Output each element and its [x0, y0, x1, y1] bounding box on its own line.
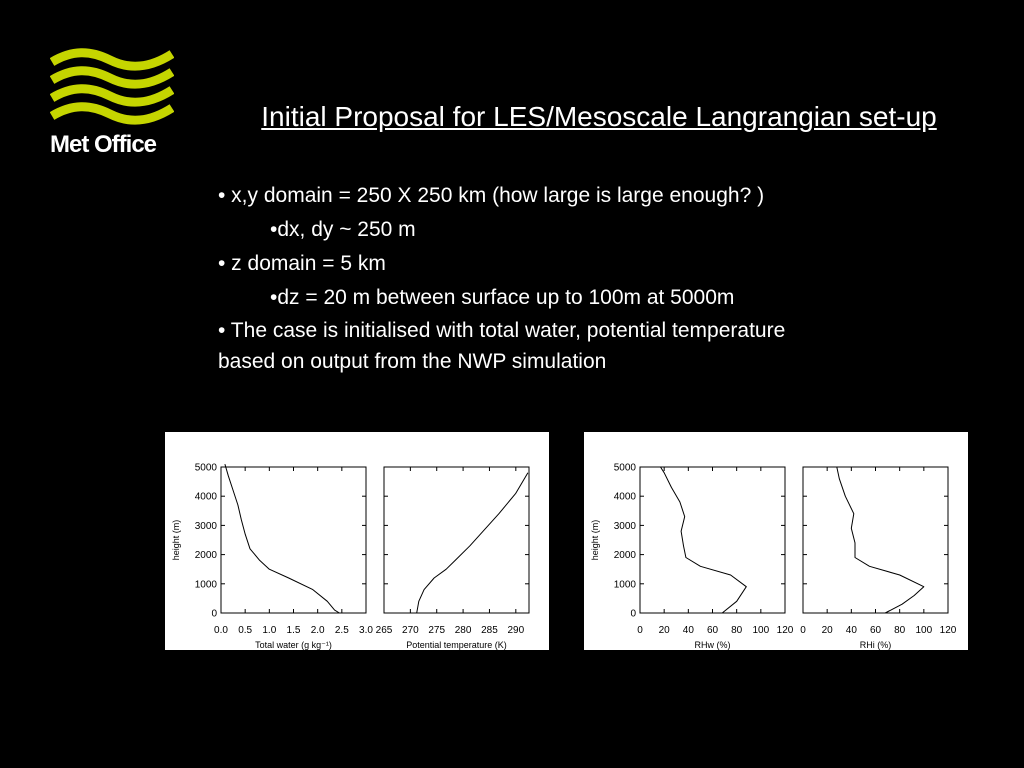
y-tick-label: 1000 [194, 579, 217, 591]
plot-frame [640, 467, 785, 613]
x-tick-label: 120 [776, 625, 794, 636]
x-tick-label: 1.0 [262, 625, 277, 636]
x-tick-label: 290 [507, 625, 525, 636]
y-tick-label: 5000 [194, 462, 217, 474]
x-tick-label: 275 [428, 625, 446, 636]
x-tick-label: 0.0 [214, 625, 228, 636]
x-tick-label: 40 [845, 625, 857, 636]
profile-line [225, 464, 340, 613]
y-tick-label: 0 [630, 608, 636, 620]
plot-frame [384, 467, 529, 613]
y-tick-label: 3000 [194, 520, 217, 532]
profile-line [417, 473, 528, 613]
profile-line [837, 467, 924, 613]
y-tick-label: 2000 [613, 550, 636, 562]
x-tick-label: 80 [894, 625, 906, 636]
met-office-logo [48, 48, 178, 163]
figure-panel-right [584, 432, 968, 650]
x-tick-label: 280 [454, 625, 472, 636]
x-tick-label: 1.5 [286, 625, 301, 636]
x-tick-label: 285 [481, 625, 498, 636]
bullet-initialisation: • The case is initialised with total water, potential temperature [218, 319, 786, 342]
x-axis-label: RHw (%) [694, 640, 731, 650]
profiles-chart-left [165, 432, 549, 650]
slide-title: Initial Proposal for LES/Mesoscale Langrangian set-up [261, 101, 937, 132]
x-tick-label: 0.5 [238, 625, 253, 636]
y-tick-label: 3000 [613, 520, 636, 532]
x-tick-label: 20 [821, 625, 833, 636]
plot-frame [803, 467, 948, 613]
x-axis-label: Total water (g kg⁻¹) [255, 640, 332, 650]
y-axis-label: height (m) [590, 519, 600, 561]
x-tick-label: 265 [375, 625, 393, 636]
x-axis-label: RHi (%) [859, 640, 892, 650]
profiles-chart-right [584, 432, 968, 650]
x-tick-label: 3.0 [359, 625, 373, 636]
y-tick-label: 4000 [194, 491, 217, 503]
y-tick-label: 1000 [613, 579, 636, 591]
logo-text: Met Office [50, 131, 157, 158]
bullet-initialisation-cont: based on output from the NWP simulation [218, 350, 607, 373]
plot-frame [221, 467, 366, 613]
x-tick-label: 40 [682, 625, 694, 636]
x-tick-label: 2.5 [334, 625, 349, 636]
x-tick-label: 100 [752, 625, 770, 636]
x-tick-label: 120 [939, 625, 957, 636]
figure-panel-left [165, 432, 549, 650]
x-tick-label: 100 [915, 625, 933, 636]
x-tick-label: 60 [706, 625, 719, 636]
x-tick-label: 2.0 [310, 625, 325, 636]
x-axis-label: Potential temperature (K) [406, 640, 507, 650]
x-tick-label: 60 [869, 625, 882, 636]
bullet-domain-z: • z domain = 5 km [218, 252, 386, 275]
y-tick-label: 4000 [613, 491, 636, 503]
bullet-dx-dy: •dx, dy ~ 250 m [270, 218, 416, 241]
y-axis-label: height (m) [171, 519, 181, 561]
x-tick-label: 80 [731, 625, 743, 636]
bullet-domain-xy: • x,y domain = 250 X 250 km (how large is large enough? ) [218, 184, 765, 207]
bullet-dz: •dz = 20 m between surface up to 100m at 5000m [270, 286, 735, 309]
y-tick-label: 5000 [613, 462, 636, 474]
x-tick-label: 270 [402, 625, 419, 636]
y-tick-label: 0 [211, 608, 217, 620]
x-tick-label: 20 [658, 625, 670, 636]
x-tick-label: 0 [637, 625, 643, 636]
x-tick-label: 0 [800, 625, 806, 636]
profile-line [661, 467, 747, 613]
waves-logo-icon [50, 48, 174, 130]
y-tick-label: 2000 [194, 550, 217, 562]
